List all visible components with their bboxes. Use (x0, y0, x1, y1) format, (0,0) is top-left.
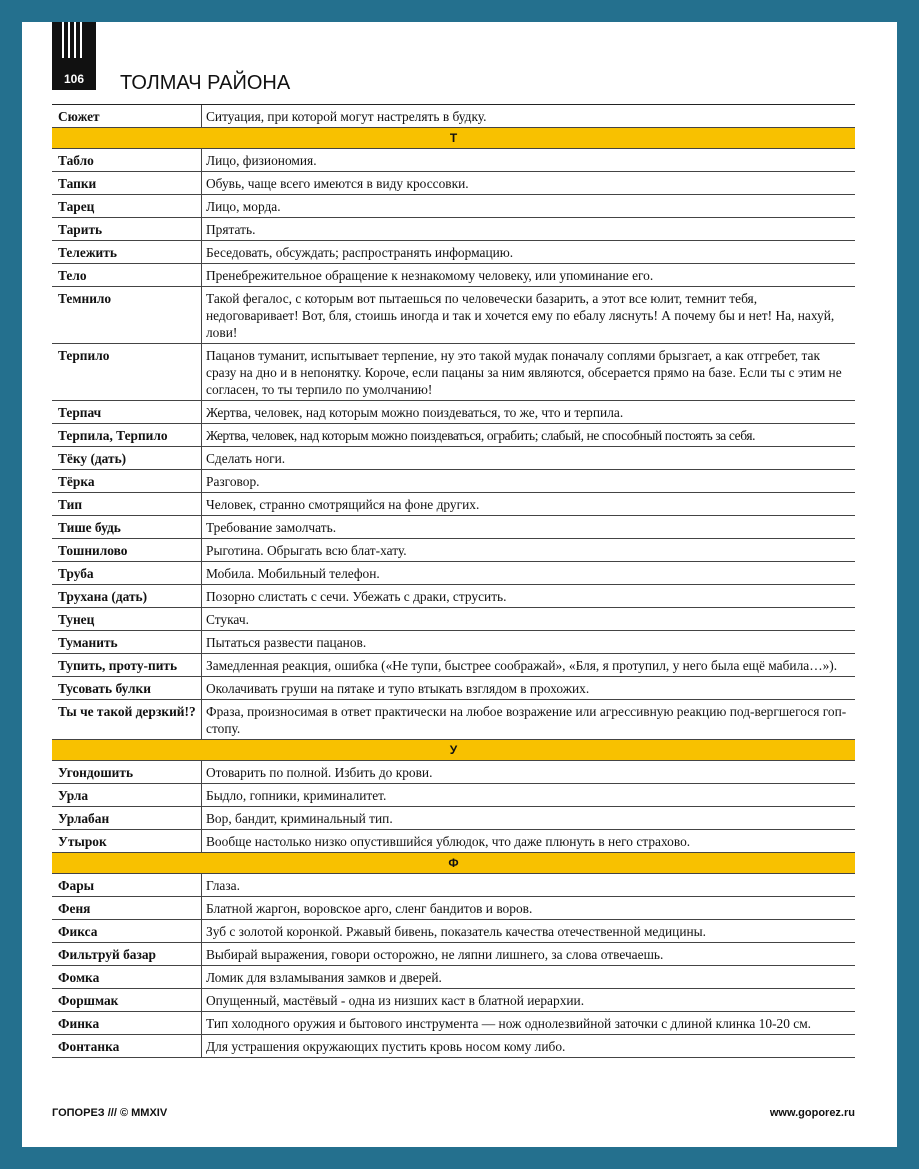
glossary-term: Урлабан (52, 807, 202, 829)
page-tab (52, 22, 96, 90)
glossary-row (52, 897, 855, 920)
glossary-row (52, 562, 855, 585)
glossary-term: Форшмак (52, 989, 202, 1011)
glossary-row (52, 447, 855, 470)
glossary-term: Феня (52, 897, 202, 919)
section-header: Ф (52, 853, 855, 874)
glossary-definition: Глаза. (206, 878, 240, 893)
glossary-definition: Пацанов туманит, испытывает терпение, ну это такой мудак поначалу соплями брызгает, а как отгребет, так сразу на дно и в непонятку. Короче, если пацаны за ним являются, обсерается прямо на базе. Если ты с этим не согласен, то ты терпило по умолчанию! (206, 348, 842, 397)
glossary-term: Ты че такой дерзкий!? (52, 700, 202, 739)
glossary-definition: Зуб с золотой коронкой. Ржавый бивень, показатель качества отечественной медицины. (206, 924, 707, 939)
glossary-term: Фильтруй базар (52, 943, 202, 965)
glossary-row (52, 874, 855, 897)
glossary-row (52, 807, 855, 830)
glossary-row (52, 264, 855, 287)
glossary-term: Тёку (дать) (52, 447, 202, 469)
glossary-row (52, 966, 855, 989)
glossary-definition: Стукач. (206, 612, 249, 627)
glossary-definition: Пытаться развести пацанов. (206, 635, 367, 650)
glossary-term: Тёрка (52, 470, 202, 492)
glossary-definition: Жертва, человек, над которым можно поиздеваться, то же, что и терпила. (206, 405, 624, 420)
glossary-table (52, 104, 855, 1058)
glossary-definition: Отоварить по полной. Избить до крови. (206, 765, 433, 780)
glossary-term: Тупить, проту-пить (52, 654, 202, 676)
glossary-definition: Требование замолчать. (206, 520, 337, 535)
glossary-definition: Беседовать, обсуждать; распространять информацию. (206, 245, 514, 260)
glossary-term: Фикса (52, 920, 202, 942)
glossary-definition: Тип холодного оружия и бытового инструмента — нож однолезвийной заточки с длиной клинка 10-20 см. (206, 1016, 812, 1031)
glossary-term: Тип (52, 493, 202, 515)
glossary-term: Терпач (52, 401, 202, 423)
glossary-row (52, 830, 855, 853)
glossary-definition: Выбирай выражения, говори осторожно, не ляпни лишнего, за слова отвечаешь. (206, 947, 664, 962)
glossary-definition: Замедленная реакция, ошибка («Не тупи, быстрее соображай», «Бля, я протупил, у него была ещё мабила…»). (206, 658, 838, 673)
glossary-term: Урла (52, 784, 202, 806)
glossary-definition: Фраза, произносимая в ответ практически на любое возражение или агрессивную реакцию под-вергшегося гоп-стопу. (206, 704, 847, 736)
glossary-term: Тошнилово (52, 539, 202, 561)
glossary-row (52, 539, 855, 562)
glossary-definition: Пренебрежительное обращение к незнакомому человеку, или упоминание его. (206, 268, 654, 283)
glossary-term: Тунец (52, 608, 202, 630)
glossary-row (52, 631, 855, 654)
glossary-term: Тапки (52, 172, 202, 194)
glossary-term: Сюжет (52, 105, 202, 127)
glossary-definition: Вор, бандит, криминальный тип. (206, 811, 393, 826)
glossary-row (52, 241, 855, 264)
glossary-row (52, 1035, 855, 1058)
glossary-term: Фары (52, 874, 202, 896)
glossary-row (52, 424, 855, 447)
glossary-term: Финка (52, 1012, 202, 1034)
glossary-row (52, 149, 855, 172)
glossary-term: Фонтанка (52, 1035, 202, 1057)
glossary-term: Угондошить (52, 761, 202, 783)
glossary-term: Труба (52, 562, 202, 584)
glossary-term: Терпило (52, 344, 202, 400)
glossary-definition: Ситуация, при которой могут настрелять в будку. (206, 109, 487, 124)
glossary-row (52, 700, 855, 740)
stripes-decoration (60, 22, 88, 58)
glossary-term: Тарец (52, 195, 202, 217)
footer-website[interactable]: www.goporez.ru (769, 1107, 855, 1119)
glossary-row (52, 654, 855, 677)
glossary-definition: Жертва, человек, над которым можно поиздеваться, ограбить; слабый, не способный постоять за себя. (206, 428, 756, 443)
glossary-term: Утырок (52, 830, 202, 852)
glossary-definition: Прятать. (206, 222, 256, 237)
section-header: У (52, 740, 855, 761)
glossary-definition: Околачивать груши на пятаке и тупо втыкать взглядом в прохожих. (206, 681, 590, 696)
glossary-definition: Вообще настолько низко опустившийся ублюдок, что даже плюнуть в него страхово. (206, 834, 691, 849)
page (22, 22, 897, 1147)
glossary-row (52, 677, 855, 700)
glossary-row (52, 105, 855, 128)
glossary-row (52, 172, 855, 195)
glossary-definition: Блатной жаргон, воровское арго, сленг бандитов и воров. (206, 901, 533, 916)
glossary-row (52, 401, 855, 424)
glossary-definition: Рыготина. Обрыгать всю блат-хату. (206, 543, 407, 558)
glossary-term: Тележить (52, 241, 202, 263)
glossary-term: Туманить (52, 631, 202, 653)
glossary-term: Трухана (дать) (52, 585, 202, 607)
glossary-row (52, 344, 855, 401)
glossary-term: Темнило (52, 287, 202, 343)
glossary-term: Табло (52, 149, 202, 171)
glossary-definition: Мобила. Мобильный телефон. (206, 566, 380, 581)
glossary-term: Фомка (52, 966, 202, 988)
glossary-definition: Позорно слистать с сечи. Убежать с драки, струсить. (206, 589, 507, 604)
glossary-term: Тело (52, 264, 202, 286)
glossary-row (52, 585, 855, 608)
glossary-row (52, 989, 855, 1012)
glossary-row (52, 493, 855, 516)
glossary-definition: Разговор. (206, 474, 260, 489)
glossary-term: Терпила, Терпило (52, 424, 202, 446)
glossary-row (52, 1012, 855, 1035)
glossary-definition: Лицо, физиономия. (206, 153, 317, 168)
glossary-row (52, 608, 855, 631)
glossary-definition: Такой фегалос, с которым вот пытаешься по человечески базарить, а этот все юлит, темнит тебя, недоговаривает! Вот, бля, стоишь иногда и так и хочется ему по ебалу ляснуть! А почему бы и нет! На, нахуй, лови! (206, 291, 835, 340)
glossary-row (52, 761, 855, 784)
glossary-definition: Для устрашения окружающих пустить кровь носом кому либо. (206, 1039, 566, 1054)
page-number: 106 (63, 72, 85, 86)
glossary-term: Тише будь (52, 516, 202, 538)
glossary-term: Тусовать булки (52, 677, 202, 699)
footer-copyright: ГОПОРЕЗ /// © MMXIV (52, 1107, 168, 1119)
section-header: Т (52, 128, 855, 149)
glossary-row (52, 943, 855, 966)
glossary-definition: Лицо, морда. (206, 199, 281, 214)
glossary-row (52, 516, 855, 539)
glossary-row (52, 287, 855, 344)
glossary-definition: Обувь, чаще всего имеются в виду кроссовки. (206, 176, 469, 191)
glossary-row (52, 195, 855, 218)
page-title: ТОЛМАЧ РАЙОНА (120, 72, 291, 94)
glossary-definition: Опущенный, мастёвый - одна из низших каст в блатной иерархии. (206, 993, 585, 1008)
glossary-definition: Человек, странно смотрящийся на фоне других. (206, 497, 480, 512)
glossary-definition: Ломик для взламывания замков и дверей. (206, 970, 442, 985)
glossary-row (52, 920, 855, 943)
glossary-row (52, 784, 855, 807)
glossary-definition: Сделать ноги. (206, 451, 286, 466)
glossary-definition: Быдло, гопники, криминалитет. (206, 788, 387, 803)
glossary-row (52, 218, 855, 241)
glossary-row (52, 470, 855, 493)
glossary-term: Тарить (52, 218, 202, 240)
